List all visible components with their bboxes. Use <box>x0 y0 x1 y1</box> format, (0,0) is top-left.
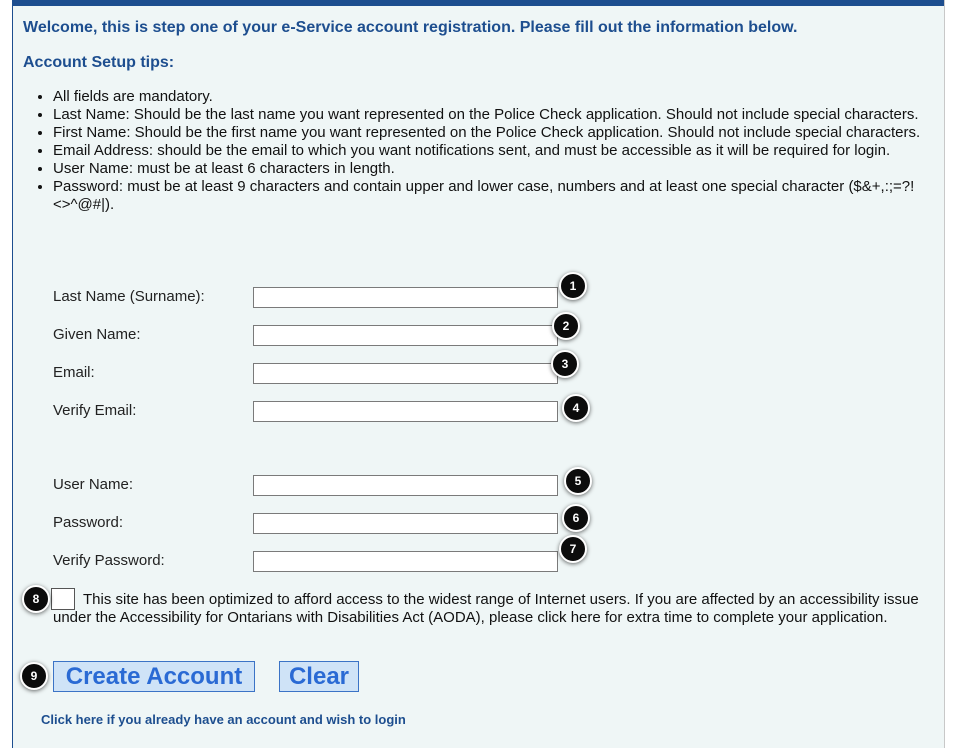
tips-list <box>35 88 933 214</box>
given-name-input[interactable] <box>253 325 558 346</box>
login-link[interactable]: Click here if you already have an account and wish to login <box>41 712 406 727</box>
user-name-input[interactable] <box>253 475 558 496</box>
last-name-label: Last Name (Surname): <box>53 288 205 305</box>
last-name-input[interactable] <box>253 287 558 308</box>
step-marker: 4 <box>562 394 590 422</box>
given-name-label: Given Name: <box>53 326 141 343</box>
tip-item: • First Name: Should be the first name you want represented on the Police Check application. Should not include special characters. <box>53 124 933 142</box>
step-marker: 7 <box>559 535 587 563</box>
tip-item: • User Name: must be at least 6 characters in length. <box>53 160 933 178</box>
password-input[interactable] <box>253 513 558 534</box>
create-account-button[interactable]: Create Account <box>53 661 255 692</box>
step-marker: 3 <box>551 350 579 378</box>
page-edge <box>944 0 962 748</box>
tip-item: • All fields are mandatory. <box>53 88 933 106</box>
verify-email-label: Verify Email: <box>53 402 137 419</box>
email-input[interactable] <box>253 363 558 384</box>
password-label: Password: <box>53 514 124 531</box>
tip-item: • Last Name: Should be the last name you want represented on the Police Check application. Should not include special characters. <box>53 106 933 124</box>
verify-password-label: Verify Password: <box>53 552 165 569</box>
welcome-heading: Welcome, this is step one of your e-Service account registration. Please fill out the information below. <box>23 19 798 36</box>
step-marker: 2 <box>552 312 580 340</box>
tip-item: • Email Address: should be the email to which you want notifications sent, and must be accessible as it will be required for login. <box>53 142 933 160</box>
step-marker: 5 <box>564 467 592 495</box>
email-label: Email: <box>53 364 95 381</box>
verify-email-input[interactable] <box>253 401 558 422</box>
step-marker: 9 <box>20 662 48 690</box>
step-marker: 1 <box>559 272 587 300</box>
clear-button[interactable]: Clear <box>279 661 359 692</box>
tips-title: Account Setup tips: <box>23 54 175 71</box>
step-marker: 8 <box>22 585 50 613</box>
verify-password-input[interactable] <box>253 551 558 572</box>
tip-item: • Password: must be at least 9 characters and contain upper and lower case, numbers and at least one special character ($&+,:;=?!<>^@#|). <box>53 178 933 214</box>
aoda-text: This site has been optimized to afford access to the widest range of Internet users. If you are affected by an accessibility issue under the Accessibility for Ontarians with Disabilities Act (AODA), please click here for extra time to complete your application. <box>53 591 919 626</box>
step-marker: 6 <box>562 504 590 532</box>
user-name-label: User Name: <box>53 476 134 493</box>
